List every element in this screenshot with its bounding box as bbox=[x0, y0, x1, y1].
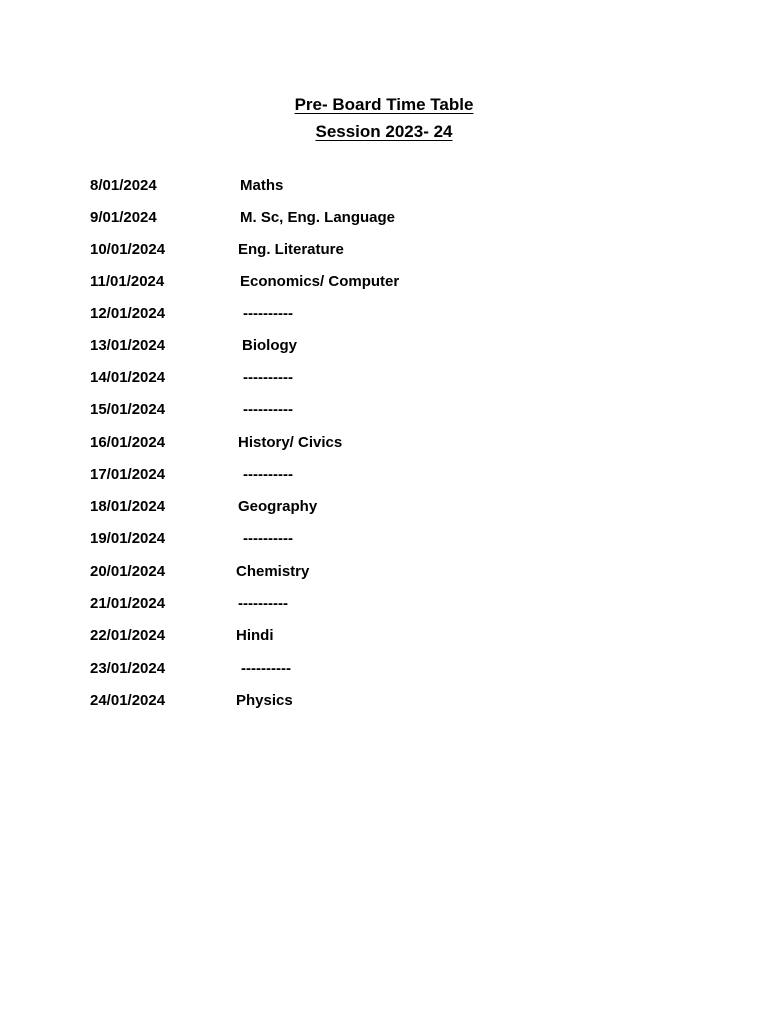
schedule-row bbox=[0, 561, 768, 583]
schedule-row bbox=[0, 367, 768, 389]
exam-subject: ---------- bbox=[243, 466, 293, 483]
exam-subject: Biology bbox=[242, 337, 297, 354]
exam-subject: Maths bbox=[240, 177, 284, 194]
page-title-text: Pre- Board Time Table bbox=[294, 95, 474, 114]
schedule-row bbox=[0, 335, 768, 357]
exam-date: 8/01/2024 bbox=[90, 177, 157, 194]
schedule-row bbox=[0, 496, 768, 518]
exam-subject: M. Sc, Eng. Language bbox=[240, 209, 396, 226]
schedule-row bbox=[0, 593, 768, 615]
exam-subject: ---------- bbox=[238, 595, 288, 612]
schedule-row bbox=[0, 175, 768, 197]
schedule-row bbox=[0, 690, 768, 712]
exam-date: 23/01/2024 bbox=[90, 660, 166, 677]
exam-subject: Geography bbox=[238, 498, 318, 515]
exam-date: 14/01/2024 bbox=[90, 369, 166, 386]
exam-subject: ---------- bbox=[243, 305, 293, 322]
exam-date: 24/01/2024 bbox=[90, 692, 166, 709]
exam-date: 17/01/2024 bbox=[90, 466, 166, 483]
schedule-row bbox=[0, 239, 768, 261]
exam-date: 10/01/2024 bbox=[90, 241, 166, 258]
exam-subject: Economics/ Computer bbox=[240, 273, 400, 290]
schedule-row bbox=[0, 303, 768, 325]
exam-subject: History/ Civics bbox=[238, 434, 343, 451]
schedule-row bbox=[0, 625, 768, 647]
exam-date: 11/01/2024 bbox=[90, 273, 165, 290]
exam-date: 18/01/2024 bbox=[90, 498, 166, 515]
exam-subject: Physics bbox=[236, 692, 293, 709]
schedule-row bbox=[0, 658, 768, 680]
exam-date: 9/01/2024 bbox=[90, 209, 157, 226]
exam-subject: Eng. Literature bbox=[238, 241, 344, 258]
session-subtitle bbox=[0, 122, 768, 142]
schedule-row bbox=[0, 464, 768, 486]
exam-subject: Chemistry bbox=[236, 563, 310, 580]
exam-date: 13/01/2024 bbox=[90, 337, 166, 354]
exam-date: 22/01/2024 bbox=[90, 627, 166, 644]
exam-date: 16/01/2024 bbox=[90, 434, 166, 451]
exam-subject: ---------- bbox=[241, 660, 291, 677]
exam-subject: ---------- bbox=[243, 530, 293, 547]
exam-date: 21/01/2024 bbox=[90, 595, 166, 612]
page-title bbox=[0, 95, 768, 115]
schedule-row bbox=[0, 207, 768, 229]
exam-date: 15/01/2024 bbox=[90, 401, 166, 418]
schedule-row bbox=[0, 528, 768, 550]
schedule-row bbox=[0, 432, 768, 454]
exam-date: 19/01/2024 bbox=[90, 530, 166, 547]
schedule-row bbox=[0, 399, 768, 421]
exam-subject: ---------- bbox=[243, 369, 293, 386]
exam-subject: Hindi bbox=[236, 627, 274, 644]
session-subtitle-text: Session 2023- 24 bbox=[315, 122, 453, 141]
exam-date: 20/01/2024 bbox=[90, 563, 166, 580]
schedule-row bbox=[0, 271, 768, 293]
exam-subject: ---------- bbox=[243, 401, 293, 418]
exam-date: 12/01/2024 bbox=[90, 305, 166, 322]
